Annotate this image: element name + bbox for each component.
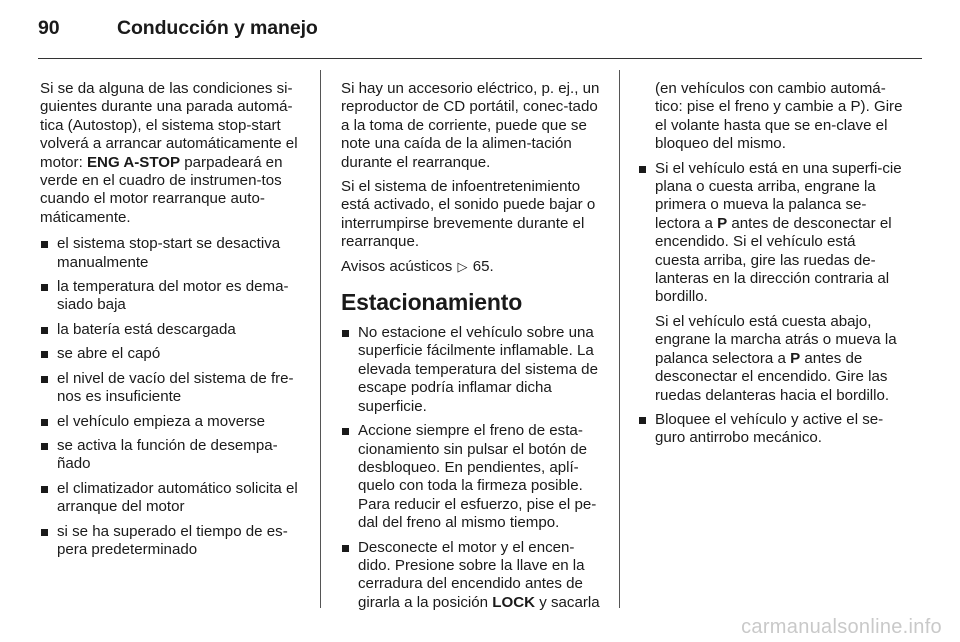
list-item: la temperatura del motor es dema-siado baja [40, 278, 308, 315]
list-item: la batería está descargada [40, 321, 308, 339]
list-item: Bloquee el vehículo y active el se-guro antirrobo mecánico. [638, 411, 904, 448]
accessory-paragraph: Si hay un accesorio eléctrico, p. ej., un reproductor de CD portátil, conec-tado a la toma de corriente, puede que se note una caída de la alimen-tación durante el rearranque. [341, 80, 600, 171]
list-item: Desconecte el motor y el encen-dido. Presione sobre la llave en la cerradura del encendido antes de girarla a la posición LOCK y sacarla [341, 539, 604, 613]
list-item: se abre el capó [40, 345, 308, 363]
parking-list-continued [638, 160, 904, 448]
page-ref-arrow-icon: ▷ [457, 258, 468, 274]
eng-a-stop-label: ENG A-STOP [86, 153, 181, 171]
header-rule [38, 58, 922, 59]
infotainment-paragraph: Si el sistema de infoentretenimiento está activado, el sonido puede bajar o interrumpirse brevemente durante el rearranque. [341, 178, 596, 251]
list-item: se activa la función de desempa-ñado [40, 437, 308, 474]
watermark: carmanualsonline.info [741, 616, 942, 638]
column-divider [320, 70, 321, 608]
restart-conditions-list [40, 235, 308, 559]
page-number: 90 [38, 17, 60, 39]
list-item: si se ha superado el tiempo de es-pera predeterminado [40, 523, 308, 560]
list-item-continuation: (en vehículos con cambio automá-tico: pise el freno y cambie a P). Gire el volante hasta que se en-clave el bloqueo del mismo. [655, 80, 903, 153]
parking-list [341, 324, 604, 612]
list-item: Accione siempre el freno de esta-cionamiento sin pulsar el botón de desbloqueo. En pendientes, aplí-quelo con toda la firmeza posible. Para reducir el esfuerzo, pise el pe-dal del freno al mismo tiempo. [341, 422, 604, 532]
section-heading: Estacionamiento [341, 289, 523, 316]
column-2 [341, 80, 604, 619]
list-item: No estacione el vehículo sobre una superficie fácilmente inflamable. La elevada temperatura del sistema de escape podría inflamar dicha superficie. [341, 324, 604, 416]
autostop-intro: Si se da alguna de las condiciones si-guientes durante una parada automá-tica (Autostop), el sistema stop-start volverá a arrancar automáticamente el motor: ENG A-STOP parpadeará en verde en el cuadro de instrumen-tos cuando el motor rearranque auto-máticamente. [40, 80, 298, 226]
column-divider [619, 70, 620, 608]
page-title: Conducción y manejo [117, 17, 318, 39]
list-item: el sistema stop-start se desactiva manualmente [40, 235, 308, 272]
page-ref-link[interactable]: 65. [472, 257, 494, 275]
selector-p-label: P [717, 214, 728, 232]
list-item: Si el vehículo está en una superfi-cie plana o cuesta arriba, engrane la primera o mueva la palanca se-lectora a P antes de desconectar el encendido. Si el vehículo está cuesta arriba, gire las ruedas de-lanteras en la dirección contraria al bordillo. Si el vehículo está cuesta abajo, engrane la marcha atrás o mueva la palanca selectora a P antes de desconectar el encendido. Gire las ruedas delanteras hacia el bordillo. [638, 160, 904, 405]
column-3 [638, 80, 904, 455]
column-1 [40, 80, 308, 566]
cross-reference: Avisos acústicos ▷ 65. [341, 257, 494, 275]
lock-position-label: LOCK [492, 593, 536, 611]
list-item: el climatizador automático solicita el arranque del motor [40, 480, 308, 517]
selector-p-label: P [790, 349, 801, 367]
list-item-subparagraph: Si el vehículo está cuesta abajo, engrane la marcha atrás o mueva la palanca selectora a P antes de desconectar el encendido. Gire las ruedas delanteras hacia el bordillo. [655, 312, 897, 404]
list-item: el nivel de vacío del sistema de fre-nos es insuficiente [40, 370, 308, 407]
list-item: el vehículo empieza a moverse [40, 413, 308, 431]
